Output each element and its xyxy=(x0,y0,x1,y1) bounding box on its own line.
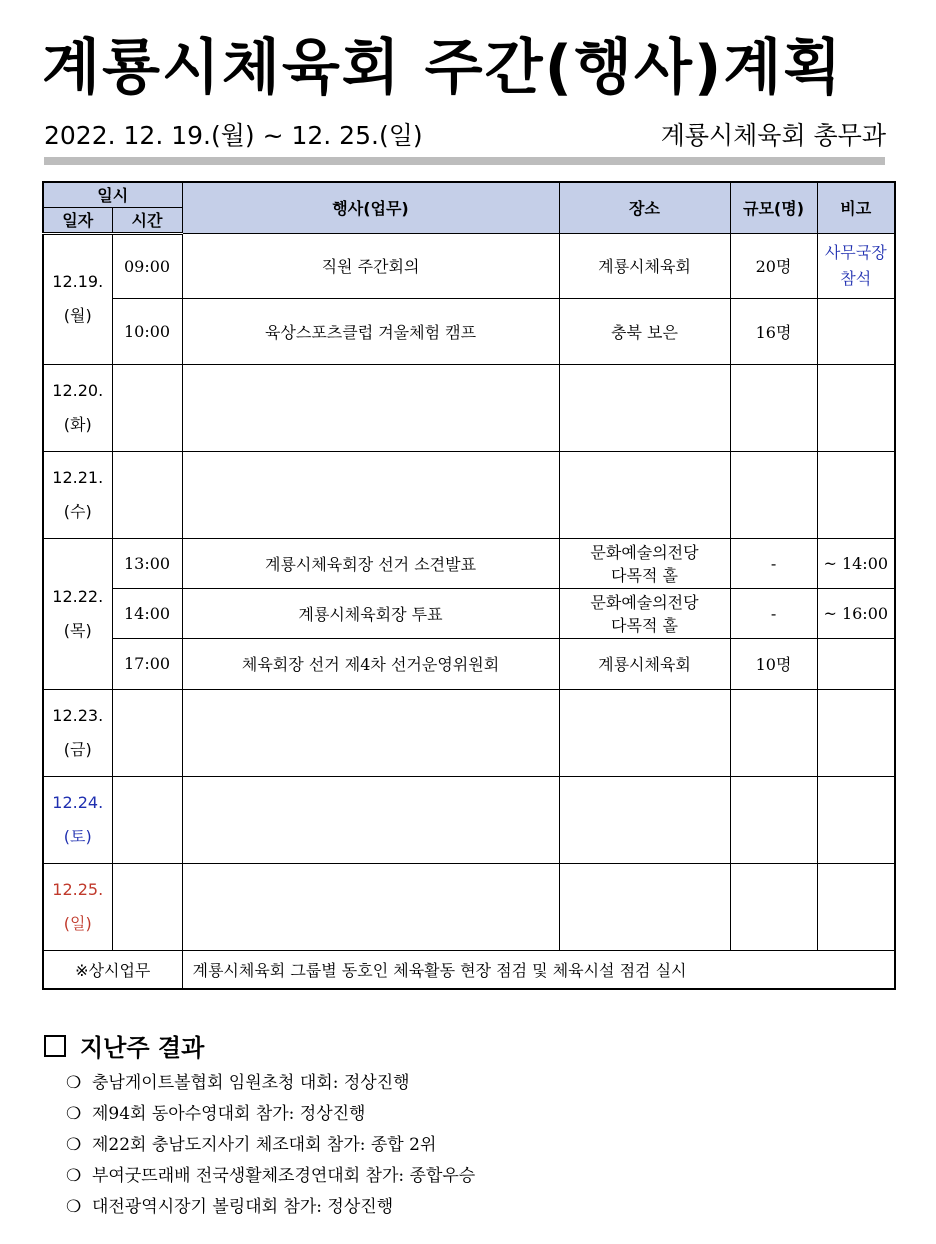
note-cell: ~ 14:00 xyxy=(817,538,895,588)
table-row xyxy=(43,588,895,638)
result-text: 부여굿뜨래배 전국생활체조경연대회 참가: 종합우승 xyxy=(92,1166,476,1186)
permanent-duties-label: ※상시업무 xyxy=(43,950,182,989)
day-of-week: (화) xyxy=(63,414,92,434)
note-cell xyxy=(817,863,895,950)
scale-cell xyxy=(730,451,817,538)
note-cell xyxy=(817,689,895,776)
table-row xyxy=(43,863,895,950)
header-note: 비고 xyxy=(817,182,895,233)
list-item xyxy=(66,1068,475,1099)
place-cell xyxy=(559,451,730,538)
note-cell xyxy=(817,233,895,298)
result-text: 제22회 충남도지사기 체조대회 참가: 종합 2위 xyxy=(92,1135,437,1155)
table-header-row xyxy=(43,182,895,207)
table-row xyxy=(43,689,895,776)
date-cell xyxy=(43,451,112,538)
header-place: 장소 xyxy=(559,182,730,233)
place-cell xyxy=(559,538,730,588)
table-row xyxy=(43,638,895,689)
event-cell: 육상스포츠클럽 겨울체험 캠프 xyxy=(182,298,559,364)
day-of-week: (수) xyxy=(63,501,92,521)
event-cell xyxy=(182,689,559,776)
day-of-week: (토) xyxy=(63,826,92,846)
page-title: 계룡시체육회 주간(행사)계획 xyxy=(42,33,844,103)
header-time: 시간 xyxy=(112,207,182,233)
table-row xyxy=(43,451,895,538)
schedule-table xyxy=(42,181,896,990)
last-week-results-list xyxy=(66,1068,475,1223)
event-cell: 계룡시체육회장 투표 xyxy=(182,588,559,638)
day-date: 12.19. xyxy=(52,272,104,291)
time-cell: 09:00 xyxy=(112,233,182,298)
note-line: 사무국장 xyxy=(824,242,887,262)
date-cell xyxy=(43,538,112,689)
time-cell: 13:00 xyxy=(112,538,182,588)
circle-bullet-icon: ❍ xyxy=(66,1073,82,1093)
table-row xyxy=(43,364,895,451)
place-cell xyxy=(559,588,730,638)
event-cell xyxy=(182,776,559,863)
scale-cell xyxy=(730,689,817,776)
header-date: 일자 xyxy=(43,207,112,233)
date-cell xyxy=(43,364,112,451)
note-cell xyxy=(817,364,895,451)
place-line: 다목적 홀 xyxy=(611,616,678,635)
time-cell xyxy=(112,863,182,950)
scale-cell: 20명 xyxy=(730,233,817,298)
time-cell: 14:00 xyxy=(112,588,182,638)
place-cell xyxy=(559,689,730,776)
circle-bullet-icon: ❍ xyxy=(66,1197,82,1217)
place-cell xyxy=(559,863,730,950)
time-cell xyxy=(112,776,182,863)
note-cell: ~ 16:00 xyxy=(817,588,895,638)
event-cell: 계룡시체육회장 선거 소견발표 xyxy=(182,538,559,588)
note-cell xyxy=(817,451,895,538)
last-week-title: 지난주 결과 xyxy=(80,1034,205,1062)
table-row xyxy=(43,776,895,863)
scale-cell: - xyxy=(730,538,817,588)
place-cell xyxy=(559,776,730,863)
event-cell xyxy=(182,451,559,538)
table-row xyxy=(43,233,895,298)
circle-bullet-icon: ❍ xyxy=(66,1135,82,1155)
event-cell: 직원 주간회의 xyxy=(182,233,559,298)
title-divider xyxy=(44,157,885,165)
date-cell xyxy=(43,689,112,776)
event-cell xyxy=(182,863,559,950)
time-cell xyxy=(112,451,182,538)
scale-cell: - xyxy=(730,588,817,638)
day-of-week: (월) xyxy=(63,306,92,325)
list-item xyxy=(66,1161,475,1192)
time-cell: 10:00 xyxy=(112,298,182,364)
event-cell xyxy=(182,364,559,451)
day-of-week: (일) xyxy=(63,913,92,933)
note-cell xyxy=(817,638,895,689)
permanent-duties-row xyxy=(43,950,895,989)
place-line: 문화예술의전당 xyxy=(590,593,699,612)
place-cell xyxy=(559,364,730,451)
table-row xyxy=(43,538,895,588)
date-range: 2022. 12. 19.(월) ~ 12. 25.(일) xyxy=(44,121,423,150)
time-cell xyxy=(112,364,182,451)
header-event: 행사(업무) xyxy=(182,182,559,233)
day-date: 12.21. xyxy=(52,467,104,487)
note-line: 참석 xyxy=(840,268,872,288)
time-cell: 17:00 xyxy=(112,638,182,689)
place-cell: 계룡시체육회 xyxy=(559,638,730,689)
circle-bullet-icon: ❍ xyxy=(66,1104,82,1124)
date-cell xyxy=(43,863,112,950)
circle-bullet-icon: ❍ xyxy=(66,1166,82,1186)
table-row xyxy=(43,298,895,364)
checkbox-square-icon xyxy=(44,1035,66,1057)
day-date: 12.24. xyxy=(52,792,104,812)
day-date: 12.22. xyxy=(52,586,104,606)
scale-cell: 10명 xyxy=(730,638,817,689)
day-of-week: (금) xyxy=(63,739,92,759)
list-item xyxy=(66,1130,475,1161)
note-cell xyxy=(817,298,895,364)
last-week-section-title xyxy=(44,1028,204,1063)
place-cell: 계룡시체육회 xyxy=(559,233,730,298)
day-of-week: (목) xyxy=(63,620,92,640)
event-cell: 체육회장 선거 제4차 선거운영위원회 xyxy=(182,638,559,689)
scale-cell: 16명 xyxy=(730,298,817,364)
permanent-duties-text: 계룡시체육회 그룹별 동호인 체육활동 현장 점검 및 체육시설 점검 실시 xyxy=(182,950,895,989)
department: 계룡시체육회 총무과 xyxy=(660,121,886,150)
note-cell xyxy=(817,776,895,863)
result-text: 대전광역시장기 볼링대회 참가: 정상진행 xyxy=(92,1197,394,1217)
scale-cell xyxy=(730,364,817,451)
result-text: 제94회 동아수영대회 참가: 정상진행 xyxy=(92,1104,366,1124)
scale-cell xyxy=(730,863,817,950)
list-item xyxy=(66,1192,475,1223)
header-scale: 규모(명) xyxy=(730,182,817,233)
place-line: 문화예술의전당 xyxy=(590,543,699,562)
day-date: 12.23. xyxy=(52,705,104,725)
day-date: 12.20. xyxy=(52,380,104,400)
scale-cell xyxy=(730,776,817,863)
day-date: 12.25. xyxy=(52,879,104,899)
place-line: 다목적 홀 xyxy=(611,566,678,585)
result-text: 충남게이트볼협회 임원초청 대회: 정상진행 xyxy=(92,1073,410,1093)
header-datetime: 일시 xyxy=(43,182,182,207)
list-item xyxy=(66,1099,475,1130)
date-cell xyxy=(43,776,112,863)
place-cell: 충북 보은 xyxy=(559,298,730,364)
date-cell xyxy=(43,233,112,364)
time-cell xyxy=(112,689,182,776)
